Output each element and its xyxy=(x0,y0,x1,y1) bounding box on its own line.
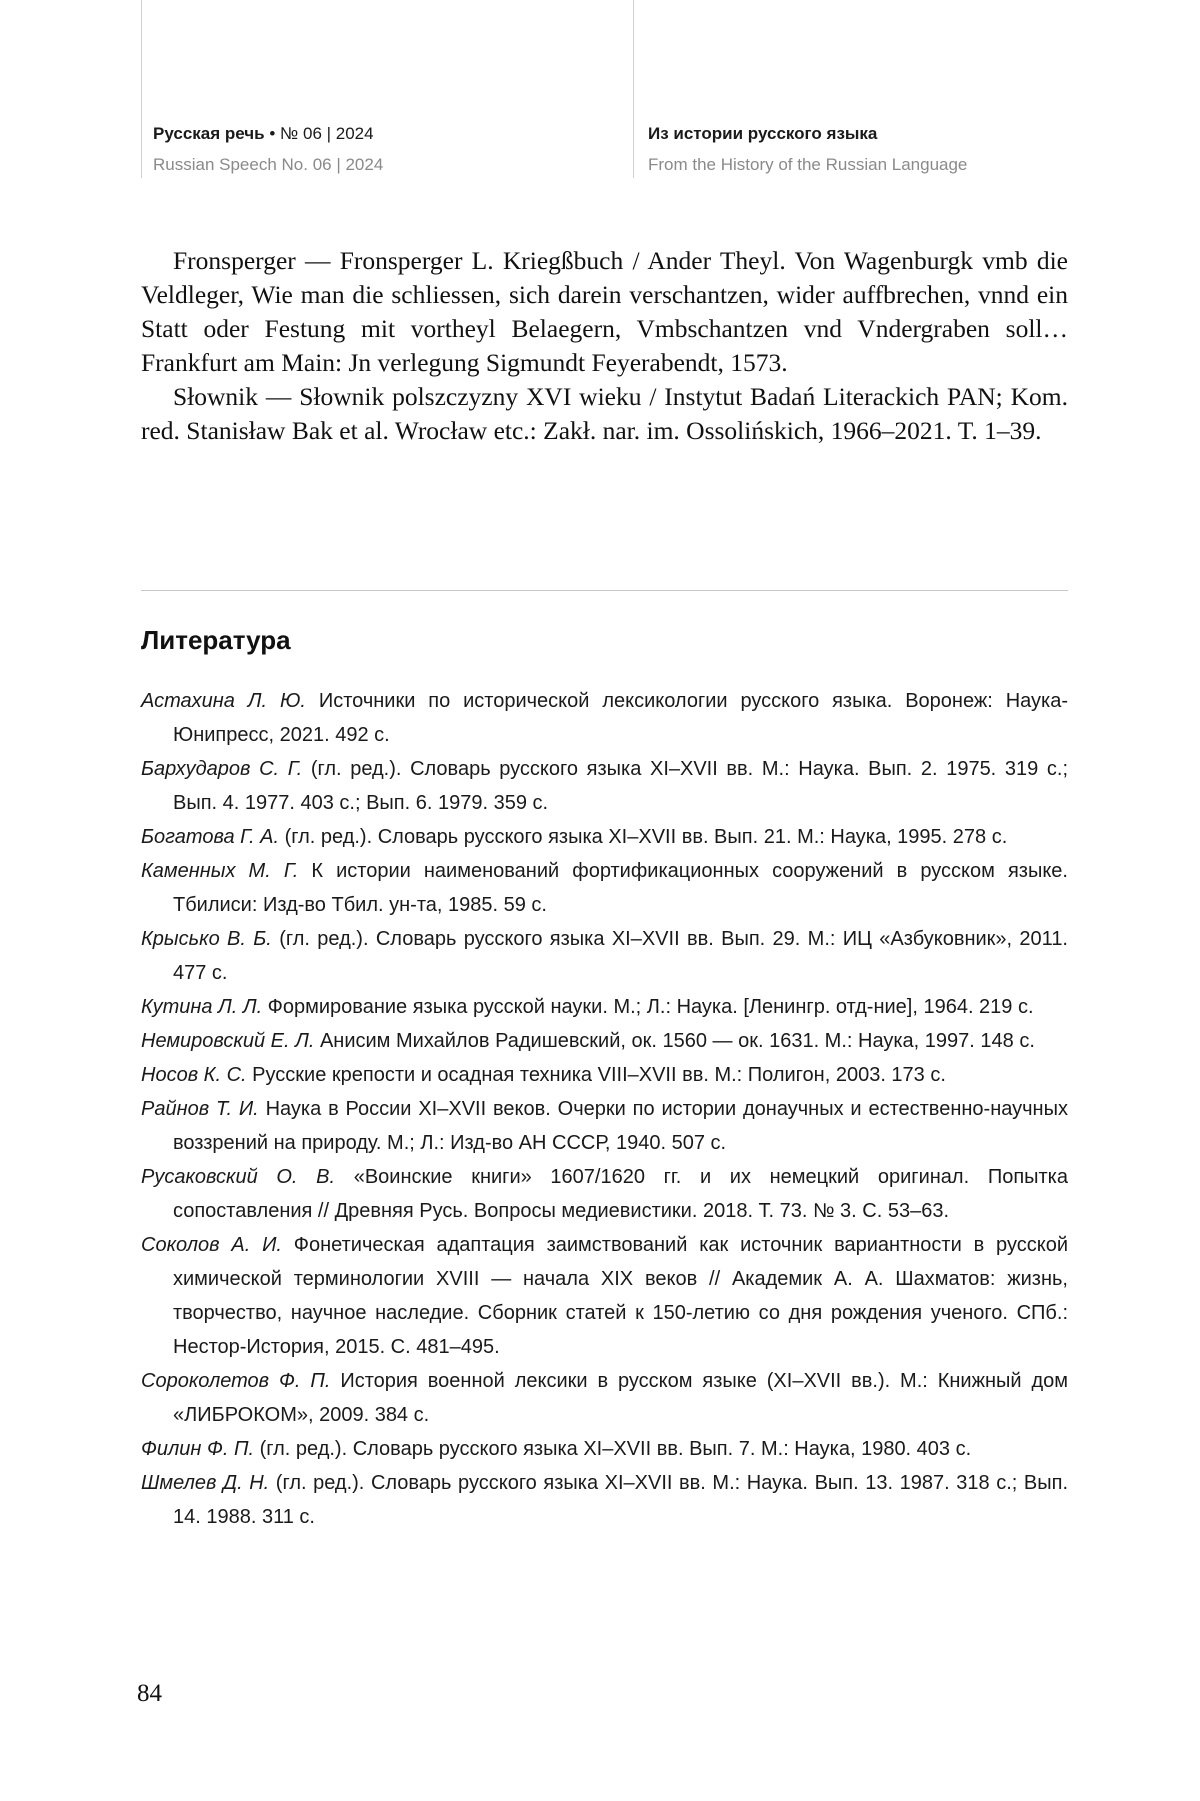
reference-text: Фонетическая адаптация заимствований как источник вариантности в русской химической терминологии XVIII — начала XIX веков // Академик А. А. Шахматов: жизнь, творчество, научное наследие. Сборник статей к 150-летию со дня рождения ученого. СПб.: Нестор-История, 2015. С. 481–495. xyxy=(173,1234,1068,1358)
journal-english: Russian Speech No. 06 | 2024 xyxy=(153,155,384,174)
reference-text: (гл. ред.). Словарь русского языка XI–XVII вв. М.: Наука. Вып. 2. 1975. 319 с.; Вып. 4. 1977. 403 с.; Вып. 6. 1979. 359 с. xyxy=(173,758,1069,814)
source-entry: Fronsperger — Fronsperger L. Kriegßbuch / Ander Theyl. Von Wagenburgk vmb die Veldleger, Wie man die schliessen, sich darein verschantzen, wider auffbrechen, vnnd ein Statt oder Festung mit vortheyl Belaegern, Vmbschantzen vnd Vndergraben soll… Frankfurt am Main: Jn verlegung Sigmundt Feyerabendt, 1573. xyxy=(141,246,1068,377)
source-entry: Słownik — Słownik polszczyzny XVI wieku / Instytut Badań Literackich PAN; Kom. red. Stanisław Bak et al. Wrocław etc.: Zakł. nar. im. Ossolińskich, 1966–2021. T. 1–39. xyxy=(141,382,1068,445)
reference-author: Крысько В. Б. xyxy=(141,928,272,950)
reference-author: Носов К. С. xyxy=(141,1064,247,1086)
reference-entry xyxy=(141,1228,1068,1364)
reference-entry xyxy=(141,1364,1068,1432)
reference-entry xyxy=(141,1024,1068,1058)
reference-text: (гл. ред.). Словарь русского языка XI–XVII вв. Вып. 7. М.: Наука, 1980. 403 с. xyxy=(254,1438,972,1460)
references-list xyxy=(141,684,1068,1534)
reference-text: «Воинские книги» 1607/1620 гг. и их немецкий оригинал. Попытка сопоставления // Древняя Русь. Вопросы медиевистики. 2018. Т. 73. № 3. С. 53–63. xyxy=(173,1166,1068,1222)
header-section xyxy=(648,123,967,176)
reference-entry xyxy=(141,1466,1068,1534)
reference-entry xyxy=(141,1092,1068,1160)
reference-text: Наука в России XI–XVII веков. Очерки по истории донаучных и естественно-научных воззрений на природу. М.; Л.: Изд-во АН СССР, 1940. 507 с. xyxy=(173,1098,1068,1154)
section-title: Из истории русского языка xyxy=(648,124,878,143)
journal-title-line xyxy=(153,123,383,145)
header-journal xyxy=(153,123,383,176)
reference-author: Соколов А. И. xyxy=(141,1234,282,1256)
reference-entry xyxy=(141,820,1068,854)
reference-author: Бархударов С. Г. xyxy=(141,758,303,780)
reference-author: Шмелев Д. Н. xyxy=(141,1472,270,1494)
reference-text: Формирование языка русской науки. М.; Л.: Наука. [Ленингр. отд-ние], 1964. 219 с. xyxy=(262,996,1034,1018)
reference-author: Немировский Е. Л. xyxy=(141,1030,315,1052)
reference-text: К истории наименований фортификационных сооружений в русском языке. Тбилиси: Изд-во Тбил. ун-та, 1985. 59 с. xyxy=(173,860,1068,916)
section-divider xyxy=(141,590,1068,591)
journal-issue: • № 06 | 2024 xyxy=(264,124,374,143)
reference-text: Русские крепости и осадная техника VIII–XVII вв. М.: Полигон, 2003. 173 с. xyxy=(246,1064,946,1086)
reference-text: (гл. ред.). Словарь русского языка XI–XVII вв. Вып. 21. М.: Наука, 1995. 278 с. xyxy=(279,826,1008,848)
journal-name: Русская речь xyxy=(153,124,265,143)
reference-entry xyxy=(141,684,1068,752)
reference-text: Источники по исторической лексикологии русского языка. Воронеж: Наука-Юнипресс, 2021. 492 с. xyxy=(173,690,1069,746)
reference-author: Русаковский О. В. xyxy=(141,1166,336,1188)
reference-entry xyxy=(141,1432,1068,1466)
sources-list xyxy=(141,244,1068,448)
reference-entry xyxy=(141,854,1068,922)
section-english: From the History of the Russian Language xyxy=(648,155,968,174)
reference-entry xyxy=(141,752,1068,820)
reference-entry xyxy=(141,990,1068,1024)
reference-text: (гл. ред.). Словарь русского языка XI–XVII вв. Вып. 29. М.: ИЦ «Азбуковник», 2011. 477 с. xyxy=(173,928,1068,984)
reference-author: Филин Ф. П. xyxy=(141,1438,255,1460)
reference-author: Астахина Л. Ю. xyxy=(141,690,306,712)
reference-entry xyxy=(141,1058,1068,1092)
literature-heading: Литература xyxy=(141,625,291,655)
reference-author: Кутина Л. Л. xyxy=(141,996,263,1018)
reference-text: История военной лексики в русском языке (XI–XVII вв.). М.: Книжный дом «ЛИБРОКОМ», 2009. 384 с. xyxy=(173,1370,1069,1426)
page-number: 84 xyxy=(137,1680,162,1707)
reference-author: Каменных М. Г. xyxy=(141,860,299,882)
header-divider-left xyxy=(141,0,142,178)
reference-text: (гл. ред.). Словарь русского языка XI–XVII вв. М.: Наука. Вып. 13. 1987. 318 с.; Вып. 14. 1988. 311 с. xyxy=(173,1472,1068,1528)
reference-entry xyxy=(141,1160,1068,1228)
header-divider-right xyxy=(633,0,634,178)
reference-entry xyxy=(141,922,1068,990)
reference-text: Анисим Михайлов Радишевский, ок. 1560 — ок. 1631. М.: Наука, 1997. 148 с. xyxy=(314,1030,1035,1052)
reference-author: Богатова Г. А. xyxy=(141,826,280,848)
reference-author: Райнов Т. И. xyxy=(141,1098,259,1120)
reference-author: Сороколетов Ф. П. xyxy=(141,1370,331,1392)
